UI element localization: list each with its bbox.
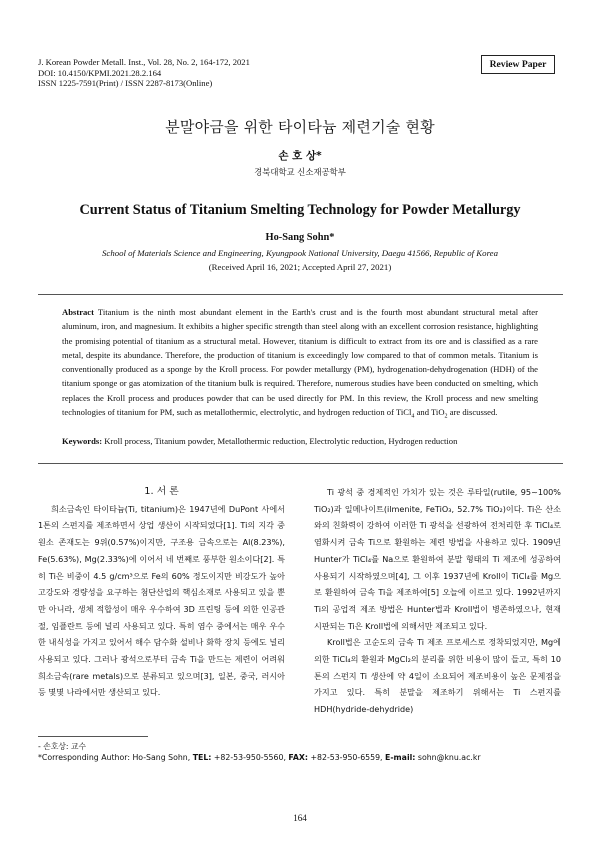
tel-value: +82-53-950-5560, [211, 753, 289, 762]
keywords-text: Kroll process, Titanium powder, Metallothermic reduction, Electrolytic reduction, Hydrogen reduction [104, 436, 458, 446]
review-paper-badge: Review Paper [481, 55, 555, 74]
journal-header [38, 57, 250, 89]
footnote-contact [38, 752, 481, 763]
abstract-end: are discussed. [447, 407, 498, 418]
abstract-label: Abstract [62, 307, 94, 317]
intro-paragraph-3: Kroll법은 고순도의 금속 Ti 제조 프로세스로 정착되었지만, Mg에 의한 TiCl₄의 환원과 MgCl₂의 분리를 위한 비용이 많이 들고, 특히 10 톤의 스펀지 Ti 생산에 약 4일이 소요되어 제조비용이 높은 문제점을 가지고 있다. 특히 분말을 제조하기 위해서는 Ti 스펀지를 HDH(hydride-dehydride) [314, 637, 561, 715]
section-heading: 1. 서 론 [144, 486, 179, 497]
author-english: Ho-Sang Sohn* [265, 232, 335, 243]
footnote [38, 741, 481, 763]
journal-citation: J. Korean Powder Metall. Inst., Vol. 28, No. 2, 164-172, 2021 [38, 57, 250, 67]
intro-paragraph-1: 희소금속인 타이타늄(Ti, titanium)은 1947년에 DuPont 사에서 1톤의 스펀지를 제조하면서 상업 생산이 시작되었다[1]. Ti의 지각 중 원소 존재도는 9위(0.57%)이지만, 구조용 금속으로는 Al(8.23%), Fe(5.63%), Mg(2.33%)에 이어서 네 번째로 풍부한 원소이다[2]. 특히 Ti은 비중이 4.5 g/cm³으로 Fe의 60% 정도이지만 비강도가 높아 고강도와 경량성을 요구하는 첨단산업의 핵심소재로 사용되고 있을 뿐만 아니라, 생체 적합성이 매우 우수하여 3D 프린팅 등에 의한 인공관절, 임플란트 등에 널리 사용되고 있다. 특히 염수 중에서는 매우 우수한 내식성을 가지고 있어서 해수 담수화 설비나 화학 장치 등에도 널리 사용되고 있다. 그러나 광석으로부터 금속 Ti을 만드는 제련이 어려워 희소금속(rare metals)으로 분류되고 있으며[3], 일본, 중국, 러시아 등 몇몇 나라에서만 생산되고 있다. [38, 503, 285, 698]
fax-value: +82-53-950-6559, [308, 753, 385, 762]
top-divider [38, 294, 563, 295]
affiliation-korean: 경북대학교 신소재공학부 [254, 167, 346, 177]
title-english: Current Status of Titanium Smelting Technology for Powder Metallurgy [79, 202, 521, 218]
footnote-position: - 손호상: 교수 [38, 742, 87, 751]
affiliation-english: School of Materials Science and Engineering, Kyungpook National University, Daegu 41566, Republic of Korea [102, 248, 498, 258]
email-label: E-mail: [385, 753, 416, 762]
keywords-label: Keywords: [62, 436, 103, 446]
doi: DOI: 10.4150/KPMI.2021.28.2.164 [38, 67, 162, 78]
abstract [62, 305, 538, 419]
corresponding-author: *Corresponding Author: Ho-Sang Sohn, [38, 753, 193, 762]
intro-paragraph-2: Ti 광석 중 경제적인 가치가 있는 것은 루타일(rutile, 95~100% TiO₂)과 일메나이트(ilmenite, FeTiO₃, 52.7% TiO₂)이다. Ti은 산소와의 친화력이 강하여 이러한 Ti 광석을 선광하여 전처리한 후 TiCl₄로 염화시켜 금속 Ti으로 환원하는 제련 방법을 사용하고 있다. 1909년 Hunter가 TiCl₄를 Na으로 환원하여 분말 형태의 Ti 제조에 성공하여 사용되기 시작하였으며[4], 그 이후 1937년에 Kroll이 TiCl₄를 Mg으로 환원하여 금속 Ti을 제조하여[5] 오늘에 이르고 있다. 1992년까지 Ti의 공업적 제조 방법은 Hunter법과 Kroll법이 병존하였으나, 현재 시판되는 Ti은 Kroll법에 의해서만 제조되고 있다. [314, 487, 561, 631]
left-column [38, 484, 285, 701]
title-korean: 분말야금을 위한 타이타늄 제련기술 현황 [165, 118, 435, 136]
issn: ISSN 1225-7591(Print) / ISSN 2287-8173(Online) [38, 78, 213, 89]
fax-label: FAX: [288, 753, 309, 762]
abstract-mid: and TiO [414, 407, 445, 418]
page-number: 164 [293, 813, 307, 823]
author-korean: 손 호 상* [278, 150, 322, 162]
bottom-divider [38, 463, 563, 464]
right-column [314, 484, 561, 718]
email-value: sohn@knu.ac.kr [415, 753, 481, 762]
abstract-text: Titanium is the ninth most abundant element in the Earth's crust and is the fourth most abundant structural metal after aluminum, iron, and magnesium. It exhibits a higher specific strength than steel along with an excellent corrosion resistance, highlighting the promising potential of titanium as a structural metal. However, titanium is difficult to extract from its ore and is classified as a rare metal, despite its abundance. Therefore, the production of titanium is exceedingly low compared to that of common metals. Titanium is conventionally produced as a sponge by the Kroll process. For powder metallurgy (PM), hydrogenation-dehydrogenation (HDH) of the titanium sponge or gas atomization of the titanium bulk is required. Therefore, numerous studies have been conducted on smelting, which replaces the Kroll process and produces powder that can be used directly for PM. In this review, the Kroll process and new smelting technologies of titanium for PM, such as metallothermic, electrolytic, and hydrogen reduction of TiCl [62, 307, 538, 418]
tel-label: TEL: [192, 753, 212, 762]
footnote-divider [38, 736, 148, 737]
keywords [62, 435, 538, 447]
abstract-sub-2: 2 [444, 413, 448, 420]
received-dates: (Received April 16, 2021; Accepted April 27, 2021) [208, 262, 392, 272]
abstract-sub-1: 4 [411, 413, 415, 420]
